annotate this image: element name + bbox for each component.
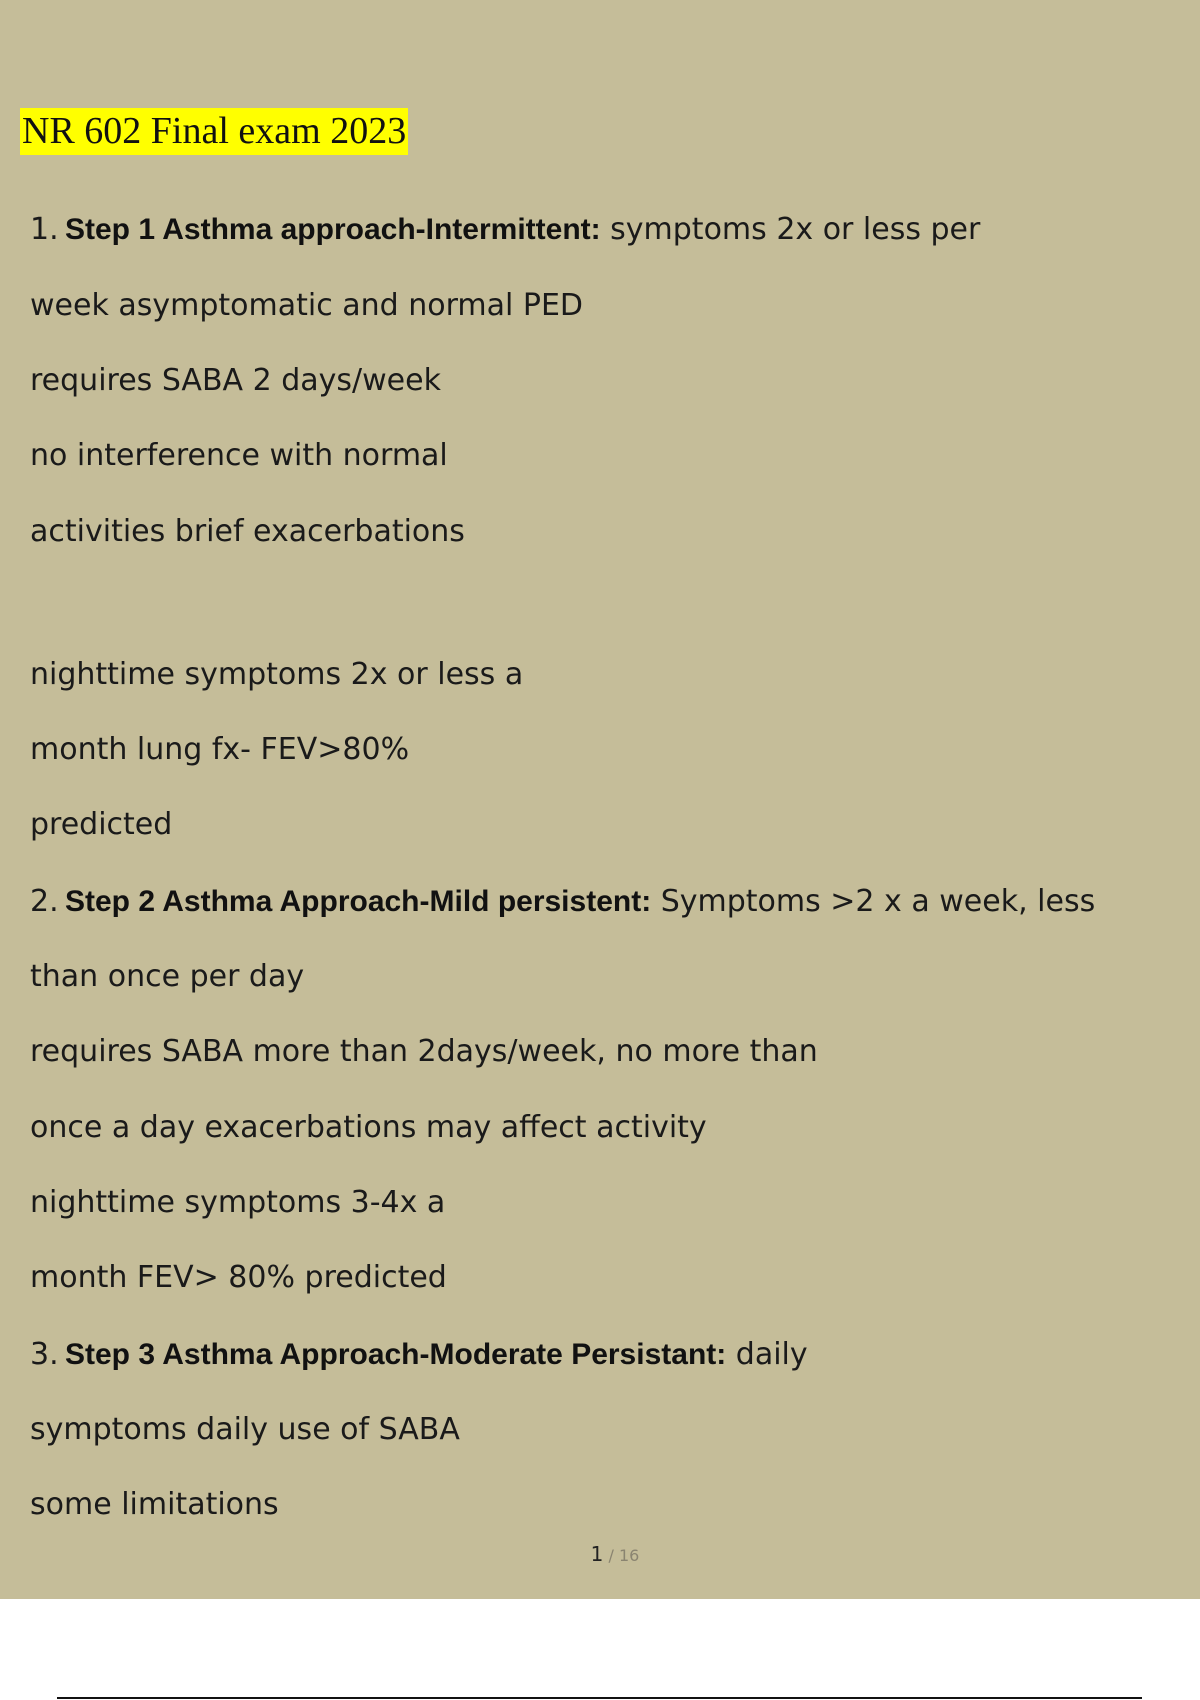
text-line: month lung fx- FEV>80%	[30, 732, 410, 767]
total-pages: 16	[618, 1546, 640, 1565]
item-number: 2.	[30, 884, 59, 919]
item-2-heading-line	[30, 882, 1095, 922]
text-line: symptoms daily use of SABA	[30, 1412, 460, 1447]
item-number: 1.	[30, 212, 59, 247]
text-line: nighttime symptoms 3-4x a	[30, 1185, 446, 1220]
text-line: week asymptomatic and normal PED	[30, 288, 584, 323]
item-heading: Step 3 Asthma Approach-Moderate Persistant:	[65, 1338, 727, 1371]
item-text: Symptoms >2 x a week, less	[651, 884, 1096, 919]
current-page: 1	[590, 1542, 604, 1566]
text-line: activities brief exacerbations	[30, 514, 465, 549]
text-line: than once per day	[30, 959, 305, 994]
text-line: requires SABA 2 days/week	[30, 363, 441, 398]
text-line: no interference with normal	[30, 438, 448, 473]
item-3-heading-line	[30, 1335, 808, 1375]
item-number: 3.	[30, 1337, 59, 1372]
document-title: NR 602 Final exam 2023	[20, 108, 408, 155]
item-text: daily	[726, 1337, 808, 1372]
page-indicator	[0, 1542, 1200, 1566]
item-1-heading-line	[30, 210, 980, 250]
item-heading: Step 1 Asthma approach-Intermittent:	[65, 213, 601, 246]
page-divider	[57, 1697, 1142, 1699]
text-line: month FEV> 80% predicted	[30, 1260, 447, 1295]
text-line: nighttime symptoms 2x or less a	[30, 657, 524, 692]
page-separator: /	[603, 1546, 619, 1565]
item-heading: Step 2 Asthma Approach-Mild persistent:	[65, 885, 652, 918]
text-line: once a day exacerbations may affect activity	[30, 1110, 707, 1145]
item-text: symptoms 2x or less per	[600, 212, 981, 247]
text-line: predicted	[30, 807, 173, 842]
text-line: some limitations	[30, 1487, 279, 1522]
text-line: requires SABA more than 2days/week, no more than	[30, 1034, 818, 1069]
